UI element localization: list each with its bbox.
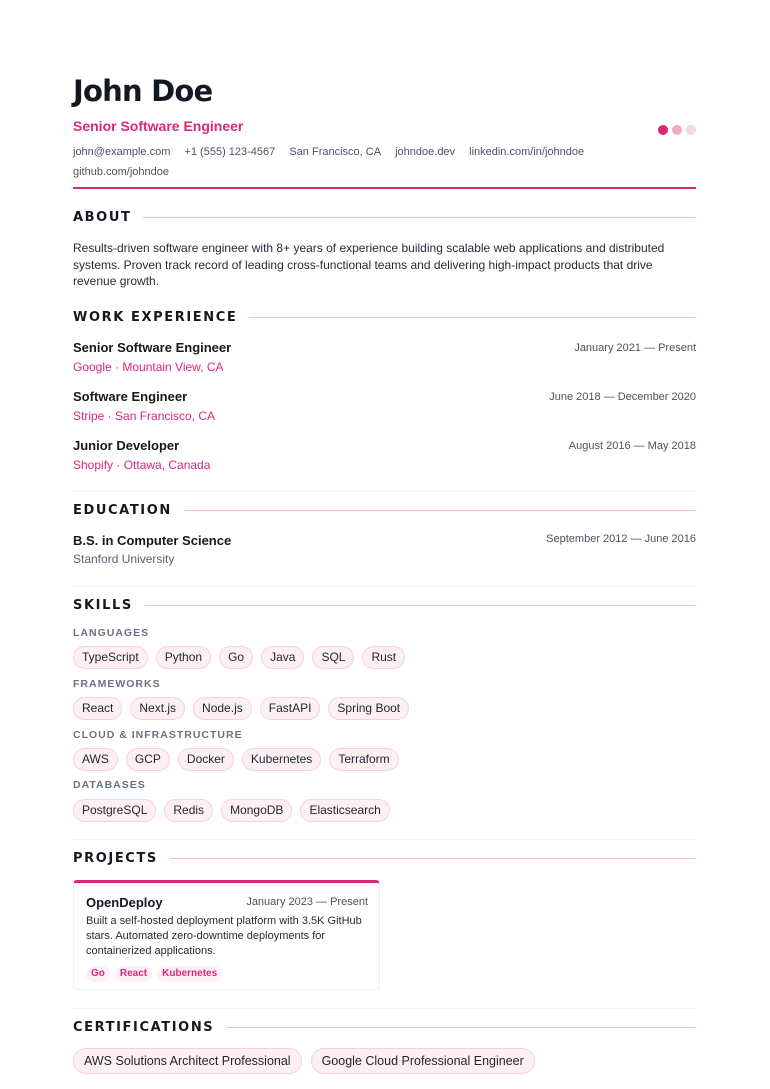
section-rule (170, 858, 696, 859)
project-tag: Go (86, 966, 110, 982)
skill-group-label: DATABASES (73, 779, 146, 791)
theme-dots (658, 125, 696, 135)
section-rule (184, 510, 696, 511)
skill-pill: FastAPI (260, 697, 321, 720)
contact-email[interactable]: john@example.com (73, 146, 171, 158)
project-tags (86, 966, 222, 982)
project-name: OpenDeploy (86, 895, 163, 910)
skill-pill: Redis (164, 799, 213, 822)
certification-pill: AWS Solutions Architect Professional (73, 1048, 302, 1074)
section-title: SKILLS (73, 597, 133, 613)
skill-pill-row (73, 748, 399, 771)
skill-pill: Kubernetes (242, 748, 321, 771)
contact-github[interactable]: github.com/johndoe (73, 166, 170, 178)
contact-phone: +1 (555) 123-4567 (184, 146, 276, 158)
skill-pill-row (73, 799, 390, 822)
skill-pill: Java (261, 646, 304, 669)
education-dates: September 2012 — June 2016 (546, 533, 696, 545)
section-divider (73, 839, 696, 840)
skill-pill: MongoDB (221, 799, 292, 822)
skill-pill: AWS (73, 748, 118, 771)
skill-pill: Elasticsearch (300, 799, 389, 822)
section-divider (73, 586, 696, 587)
skill-pill: Docker (178, 748, 234, 771)
project-card (73, 880, 380, 990)
section-title: ABOUT (73, 209, 132, 225)
section-heading-skills (73, 597, 696, 613)
skill-pill: Rust (362, 646, 405, 669)
section-divider (73, 1008, 696, 1009)
job-entry (73, 340, 696, 380)
section-title: EDUCATION (73, 502, 172, 518)
section-rule (249, 317, 696, 318)
job-entry (73, 438, 696, 478)
project-tag: React (115, 966, 152, 982)
job-title: Junior Developer (73, 438, 180, 453)
job-dates: January 2021 — Present (574, 342, 696, 354)
skill-pill: GCP (126, 748, 170, 771)
skill-pill: Python (156, 646, 211, 669)
theme-dot-2[interactable] (672, 125, 682, 135)
section-title: PROJECTS (73, 850, 158, 866)
skill-pill: SQL (312, 646, 354, 669)
skill-group-label: LANGUAGES (73, 627, 150, 639)
contact-website[interactable]: johndoe.dev (395, 146, 456, 158)
project-tag: Kubernetes (157, 966, 222, 982)
job-dates: August 2016 — May 2018 (568, 440, 696, 452)
contact-location: San Francisco, CA (289, 146, 382, 158)
section-title: WORK EXPERIENCE (73, 309, 238, 325)
job-company: Stripe · San Francisco, CA (73, 409, 216, 423)
section-rule (145, 605, 696, 606)
skill-pill-row (73, 646, 405, 669)
school-name: Stanford University (73, 552, 175, 566)
job-entry (73, 389, 696, 429)
certification-row (73, 1048, 535, 1074)
contact-linkedin[interactable]: linkedin.com/in/johndoe (469, 146, 585, 158)
job-company: Shopify · Ottawa, Canada (73, 458, 211, 472)
skill-group-label: FRAMEWORKS (73, 678, 161, 690)
section-rule (143, 217, 696, 218)
skill-pill: React (73, 697, 122, 720)
job-title: Senior Software Engineer (73, 340, 232, 355)
section-heading-education (73, 502, 696, 518)
skill-pill: Terraform (329, 748, 398, 771)
skill-pill: Go (219, 646, 253, 669)
theme-dot-3[interactable] (686, 125, 696, 135)
certification-pill: Google Cloud Professional Engineer (311, 1048, 535, 1074)
skill-pill: Next.js (130, 697, 185, 720)
section-heading-certifications (73, 1019, 696, 1035)
skill-pill-row (73, 697, 409, 720)
job-dates: June 2018 — December 2020 (549, 391, 696, 403)
section-title: CERTIFICATIONS (73, 1019, 215, 1035)
skill-pill: PostgreSQL (73, 799, 156, 822)
section-heading-experience (73, 309, 696, 325)
job-company: Google · Mountain View, CA (73, 360, 224, 374)
skill-pill: Node.js (193, 697, 252, 720)
about-text: Results-driven software engineer with 8+ years of experience building scalable web applications and distributed systems. Proven track record of leading cross-functional teams and delivering high-impact products that drive revenue growth. (73, 241, 665, 288)
header-rule (73, 187, 696, 189)
skill-group-label: CLOUD & INFRASTRUCTURE (73, 729, 243, 741)
section-heading-about (73, 209, 696, 225)
project-description: Built a self-hosted deployment platform with 3.5K GitHub stars. Automated zero-downtime deployments for containerized applications. (86, 915, 362, 957)
section-divider (73, 491, 696, 492)
degree: B.S. in Computer Science (73, 533, 232, 548)
theme-dot-1[interactable] (658, 125, 668, 135)
project-dates: January 2023 — Present (246, 896, 368, 908)
job-title: Software Engineer (73, 389, 188, 404)
skill-pill: Spring Boot (328, 697, 409, 720)
section-heading-projects (73, 850, 696, 866)
candidate-title: Senior Software Engineer (73, 118, 244, 134)
skill-pill: TypeScript (73, 646, 148, 669)
section-rule (226, 1027, 696, 1028)
contact-info (73, 142, 633, 182)
candidate-name: John Doe (73, 74, 213, 108)
